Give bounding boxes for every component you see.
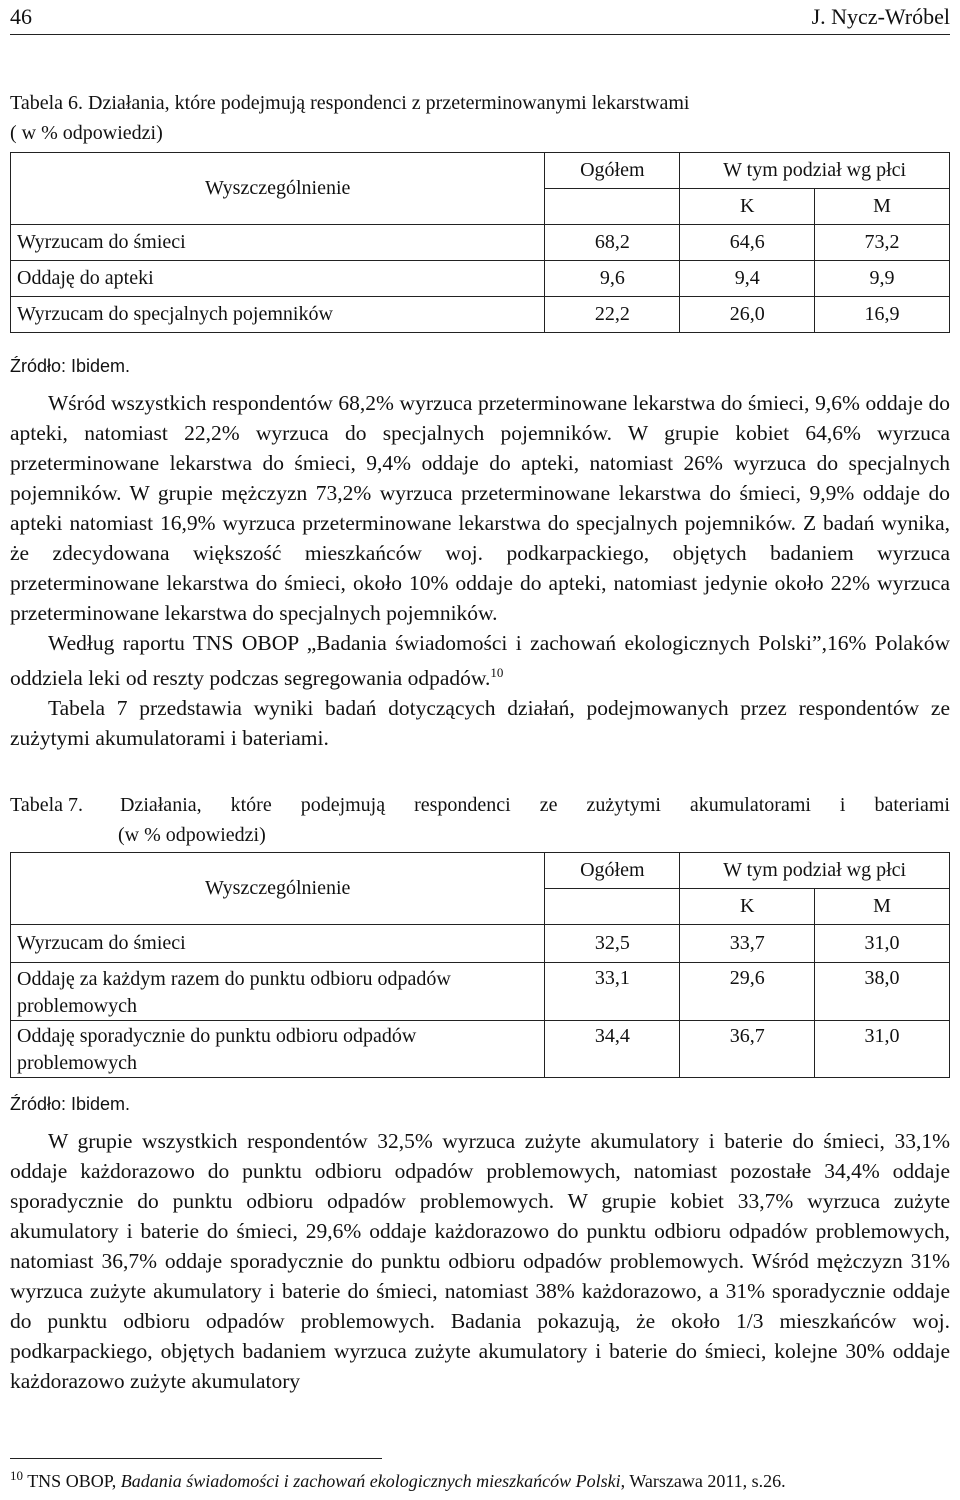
row-total: 68,2 [545, 225, 680, 261]
table6 [10, 152, 950, 333]
row-label: Oddaję do apteki [11, 261, 545, 297]
table6-header-m: M [815, 189, 950, 225]
row-m: 38,0 [815, 963, 950, 1021]
row-m: 73,2 [815, 225, 950, 261]
table-row [11, 225, 950, 261]
footnote-ref: 10 [490, 665, 504, 680]
table-row [11, 963, 950, 1021]
table7-header-split: W tym podział wg płci [680, 853, 950, 889]
table6-header-total: Ogółem [545, 153, 680, 189]
table7-header-item: Wyszczególnienie [11, 853, 545, 925]
table7-header-total: Ogółem [545, 853, 680, 889]
row-label: Oddaję za każdym razem do punktu odbioru odpadów problemowych [11, 963, 545, 1021]
paragraph-obop [10, 628, 950, 693]
table-row [11, 925, 950, 963]
table7-caption-line2: (w % odpowiedzi) [118, 824, 266, 846]
row-k: 26,0 [680, 297, 815, 333]
row-k: 33,7 [680, 925, 815, 963]
table6-header-split: W tym podział wg płci [680, 153, 950, 189]
footnote-prefix: TNS OBOP, [27, 1471, 121, 1491]
table6-header-item: Wyszczególnienie [11, 153, 545, 225]
body-text-1 [10, 388, 950, 753]
table7-caption-label: Tabela 7. [10, 794, 84, 816]
row-total: 33,1 [545, 963, 680, 1021]
row-k: 64,6 [680, 225, 815, 261]
row-m: 16,9 [815, 297, 950, 333]
table6-caption-line1: Tabela 6. Działania, które podejmują respondenci z przeterminowanymi lekarstwami [10, 92, 690, 114]
table7-header-total-empty [545, 889, 680, 925]
row-label: Wyrzucam do śmieci [11, 925, 545, 963]
row-m: 9,9 [815, 261, 950, 297]
row-total: 22,2 [545, 297, 680, 333]
row-label: Wyrzucam do śmieci [11, 225, 545, 261]
row-k: 29,6 [680, 963, 815, 1021]
running-author: J. Nycz-Wróbel [811, 4, 950, 29]
page-header [10, 0, 950, 38]
table7-header-m: M [815, 889, 950, 925]
row-total: 32,5 [545, 925, 680, 963]
footnote-divider [10, 1458, 382, 1459]
page-number: 46 [10, 4, 32, 29]
table6-header-total-empty [545, 189, 680, 225]
table-row [11, 261, 950, 297]
row-label: Oddaję sporadycznie do punktu odbioru odpadów problemowych [11, 1021, 545, 1078]
paragraph-text: Według raportu TNS OBOP „Badania świadomości i zachowań ekologicznych Polski”,16% Polaków oddziela leki od reszty podczas segregowania odpadów. [10, 631, 950, 691]
row-k: 36,7 [680, 1021, 815, 1078]
table6-caption-line2: ( w % odpowiedzi) [10, 122, 163, 144]
footnote-suffix: , Warszawa 2011, s.26. [620, 1471, 786, 1491]
body-text-2 [10, 1126, 950, 1396]
row-total: 34,4 [545, 1021, 680, 1078]
footnote-title: Badania świadomości i zachowań ekologicznych mieszkańców Polski [120, 1471, 621, 1491]
header-divider [10, 34, 950, 35]
table7-caption [10, 790, 950, 850]
row-m: 31,0 [815, 925, 950, 963]
table7-source: Źródło: Ibidem. [10, 1094, 131, 1114]
table6-header-k: K [680, 189, 815, 225]
table6-caption [10, 88, 950, 148]
table7 [10, 852, 950, 1078]
table-row [11, 1021, 950, 1078]
row-k: 9,4 [680, 261, 815, 297]
row-total: 9,6 [545, 261, 680, 297]
table7-caption-line1: Działania, które podejmują respondenci ze zużytymi akumulatorami i bateriami [120, 794, 950, 816]
row-m: 31,0 [815, 1021, 950, 1078]
table7-header-k: K [680, 889, 815, 925]
row-label: Wyrzucam do specjalnych pojemników [11, 297, 545, 333]
paragraph: Tabela 7 przedstawia wyniki badań dotyczących działań, podejmowanych przez respondentów ze zużytymi akumulatorami i bateriami. [10, 696, 950, 751]
footnote-number: 10 [10, 1468, 23, 1483]
paragraph: W grupie wszystkich respondentów 32,5% wyrzuca zużyte akumulatory i baterie do śmieci, 33,1% oddaje każdorazowo do punktu odbioru odpadów problemowych, natomiast pozostałe 34,4% oddaje sporadycznie do punktu odbioru odpadów problemowych. W grupie kobiet 33,7% wyrzuca zużyte akumulatory i baterie do śmieci, 29,6% oddaje każdorazowo do punktu odbioru odpadów problemowych, natomiast 36,7% oddaje sporadycznie do punktu odbioru odpadów problemowych. Wśród mężczyzn 31% wyrzuca zużyte akumulatory i baterie do śmieci, natomiast 38% każdorazowo, a 31% sporadycznie oddaje do punktu odbioru odpadów problemowych. Badania pokazują, że około 1/3 mieszkańców woj. podkarpackiego, objętych badaniem wyrzuca zużyte akumulatory i baterie do śmieci, kolejne 30% oddaje każdorazowo zużyte akumulatory [10, 1129, 950, 1393]
table-row [11, 297, 950, 333]
paragraph: Wśród wszystkich respondentów 68,2% wyrzuca przeterminowane lekarstwa do śmieci, 9,6% oddaje do apteki, natomiast 22,2% wyrzuca do specjalnych pojemników. W grupie kobiet 64,6% wyrzuca przeterminowane lekarstwa do śmieci, 9,4% oddaje do apteki, natomiast 26% wyrzuca do specjalnych pojemników. W grupie mężczyzn 73,2% wyrzuca przeterminowane lekarstwa do śmieci, 9,9% oddaje do apteki natomiast 16,9% wyrzuca przeterminowane lekarstwa do specjalnych pojemników. Z badań wynika, że zdecydowana większość mieszkańców woj. podkarpackiego, objętych badaniem wyrzuca przeterminowane lekarstwa do śmieci, około 10% oddaje do apteki, natomiast jedynie około 22% wyrzuca przeterminowane lekarstwa do specjalnych pojemników. [10, 391, 950, 625]
footnote [10, 1468, 786, 1492]
table6-source: Źródło: Ibidem. [10, 356, 131, 376]
table7-caption-row1 [10, 790, 950, 820]
